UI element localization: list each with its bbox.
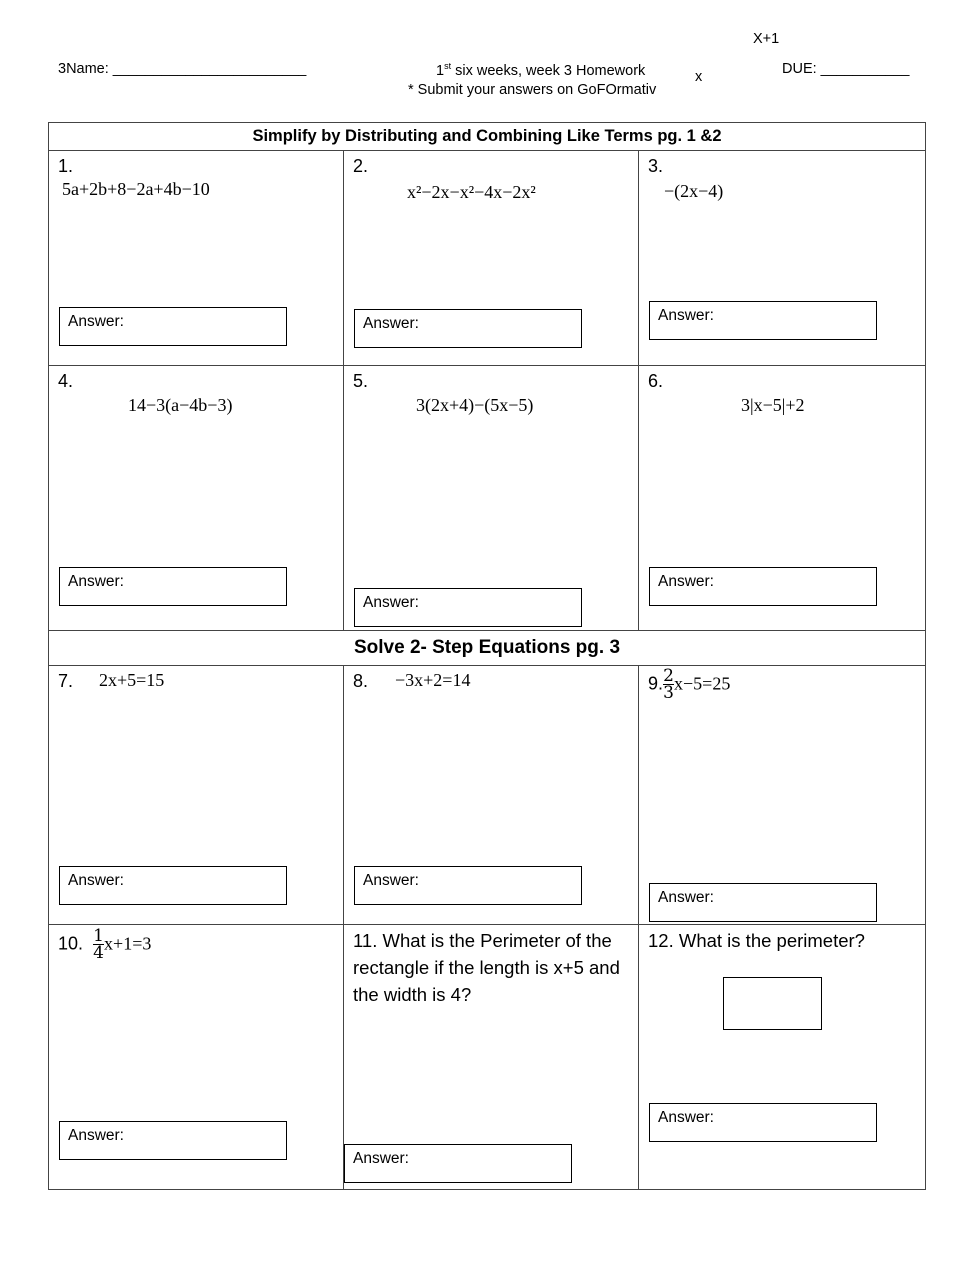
problem-cell-3 [639,151,926,366]
stray-mark: x [695,69,703,85]
worksheet-grid [48,122,926,1190]
problem-number: 3. [648,156,664,176]
problem-cell-10 [49,925,344,1190]
problem-expression: 5a+2b+8−2a+4b−10 [62,179,210,199]
problem-expression: x²−2x−x²−4x−2x² [407,182,536,202]
problem-expression: −3x+2=14 [395,670,471,690]
subtitle: * Submit your answers on GoFOrmativ [408,82,657,98]
fraction-denominator: 3 [663,683,674,703]
problem-number: 10. [58,933,84,954]
fraction [93,928,104,961]
problem-cell-12 [639,925,926,1190]
problem-cell-9 [639,666,926,925]
problem-cell-7 [49,666,344,925]
problem-expression: 14−3(a−4b−3) [128,395,233,415]
problem-expression: x−5=25 [674,673,731,694]
problem-number: 2. [353,156,369,176]
page-title [436,61,645,79]
problem-number: 5. [353,371,369,391]
title-rest: six weeks, week 3 Homework [451,62,646,79]
problem-number: 4. [58,371,74,391]
problem-equation [648,668,730,701]
problem-equation [58,928,151,961]
fraction-denominator: 4 [93,943,104,963]
word-problem: 12. What is the perimeter? [648,930,865,951]
answer-box[interactable]: Answer: [649,301,877,340]
problem-cell-6 [639,366,926,631]
rectangle-figure [723,977,822,1030]
problem-number: 8. [353,671,369,691]
problem-cell-5 [344,366,639,631]
answer-box[interactable]: Answer: [649,883,877,922]
answer-box[interactable]: Answer: [59,866,287,905]
answer-box[interactable]: Answer: [354,309,582,348]
answer-box[interactable]: Answer: [59,1121,287,1160]
due-field[interactable]: DUE: ___________ [782,61,910,77]
problem-number: 9. [648,673,664,694]
answer-box[interactable]: Answer: [649,1103,877,1142]
name-field[interactable]: 3Name: ________________________ [58,61,307,77]
answer-box[interactable]: Answer: [59,307,287,346]
problem-expression: 2x+5=15 [99,670,165,690]
section-header-simplify: Simplify by Distributing and Combining Like Terms pg. 1 &2 [49,123,926,151]
fraction-numerator: 2 [663,666,674,686]
title-prefix: 1 [436,62,445,79]
problem-cell-1 [49,151,344,366]
answer-box[interactable]: Answer: [354,866,582,905]
problem-cell-2 [344,151,639,366]
problem-cell-8 [344,666,639,925]
problem-expression: 3(2x+4)−(5x−5) [416,395,534,415]
answer-box[interactable]: Answer: [59,567,287,606]
problem-cell-4 [49,366,344,631]
title-sup: st [444,61,452,71]
answer-box[interactable]: Answer: [344,1144,572,1183]
problem-number: 7. [58,671,74,691]
answer-box[interactable]: Answer: [649,567,877,606]
section-header-solve: Solve 2- Step Equations pg. 3 [49,631,926,666]
word-problem: 11. What is the Perimeter of the rectangle if the length is x+5 and the width is 4? [353,930,620,1005]
fraction-numerator: 1 [93,926,104,946]
problem-number: 6. [648,371,664,391]
fraction [663,668,674,701]
problem-expression: x+1=3 [104,933,152,954]
problem-expression: 3|x−5|+2 [741,395,805,415]
problem-expression: −(2x−4) [664,181,724,201]
problem-cell-11 [344,925,639,1190]
answer-box[interactable]: Answer: [354,588,582,627]
top-note: X+1 [753,31,780,47]
problem-number: 1. [58,156,74,176]
